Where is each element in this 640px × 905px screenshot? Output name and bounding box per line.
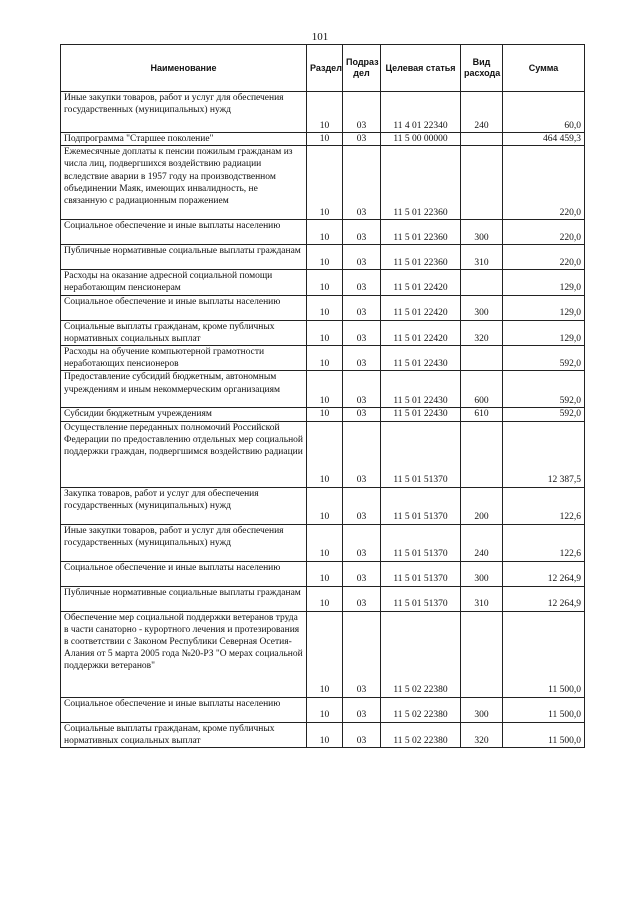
cell-celevaya: 11 5 01 22420 [381, 295, 461, 320]
cell-vid: 300 [461, 561, 503, 586]
cell-summa: 220,0 [503, 146, 585, 220]
cell-vid [461, 346, 503, 371]
page-number: 101 [311, 31, 329, 43]
table-row [61, 371, 585, 408]
cell-razdel: 10 [307, 133, 343, 146]
cell-podrazdel: 03 [343, 245, 381, 270]
cell-razdel: 10 [307, 408, 343, 421]
table-row [61, 146, 585, 220]
cell-vid: 240 [461, 524, 503, 561]
header-vid: Вид расхода [461, 45, 503, 92]
cell-vid [461, 421, 503, 487]
cell-name: Социальное обеспечение и иные выплаты населению [61, 561, 307, 586]
cell-name: Социальное обеспечение и иные выплаты населению [61, 220, 307, 245]
cell-podrazdel: 03 [343, 487, 381, 524]
cell-vid: 300 [461, 697, 503, 722]
cell-razdel: 10 [307, 421, 343, 487]
table-header-row [61, 45, 585, 92]
cell-summa: 122,6 [503, 487, 585, 524]
table-row [61, 320, 585, 345]
cell-razdel: 10 [307, 270, 343, 295]
cell-podrazdel: 03 [343, 320, 381, 345]
cell-name: Обеспечение мер социальной поддержки ветеранов труда в части санаторно - курортного лечения и протезирования в соответствии с Законом Республики Северная Осетия-Алания от 5 марта 2005 года №20-РЗ "О мерах социальной поддержки ветеранов" [61, 611, 307, 697]
cell-podrazdel: 03 [343, 524, 381, 561]
cell-name: Социальное обеспечение и иные выплаты населению [61, 295, 307, 320]
cell-podrazdel: 03 [343, 346, 381, 371]
cell-celevaya: 11 5 01 51370 [381, 421, 461, 487]
cell-podrazdel: 03 [343, 408, 381, 421]
cell-celevaya: 11 5 01 51370 [381, 586, 461, 611]
table-row [61, 346, 585, 371]
cell-razdel: 10 [307, 320, 343, 345]
cell-summa: 12 264,9 [503, 586, 585, 611]
cell-name: Иные закупки товаров, работ и услуг для обеспечения государственных (муниципальных) нужд [61, 92, 307, 133]
cell-podrazdel: 03 [343, 586, 381, 611]
table-row [61, 220, 585, 245]
cell-celevaya: 11 5 02 22380 [381, 697, 461, 722]
cell-razdel: 10 [307, 245, 343, 270]
budget-table [60, 44, 585, 748]
cell-razdel: 10 [307, 346, 343, 371]
cell-vid: 200 [461, 487, 503, 524]
cell-vid: 300 [461, 295, 503, 320]
cell-vid: 310 [461, 245, 503, 270]
cell-vid: 320 [461, 722, 503, 747]
cell-podrazdel: 03 [343, 722, 381, 747]
cell-podrazdel: 03 [343, 146, 381, 220]
cell-summa: 12 387,5 [503, 421, 585, 487]
cell-celevaya: 11 5 01 51370 [381, 524, 461, 561]
cell-summa: 60,0 [503, 92, 585, 133]
cell-vid: 300 [461, 220, 503, 245]
cell-podrazdel: 03 [343, 270, 381, 295]
cell-razdel: 10 [307, 586, 343, 611]
table-row [61, 270, 585, 295]
header-celevaya: Целевая статья [381, 45, 461, 92]
cell-podrazdel: 03 [343, 697, 381, 722]
cell-name: Иные закупки товаров, работ и услуг для обеспечения государственных (муниципальных) нужд [61, 524, 307, 561]
cell-summa: 129,0 [503, 320, 585, 345]
table-row [61, 421, 585, 487]
cell-razdel: 10 [307, 722, 343, 747]
table-row [61, 611, 585, 697]
cell-name: Расходы на оказание адресной социальной помощи неработающим пенсионерам [61, 270, 307, 295]
cell-celevaya: 11 5 01 22430 [381, 371, 461, 408]
cell-name: Предоставление субсидий бюджетным, автономным учреждениям и иным некоммерческим организациям [61, 371, 307, 408]
cell-celevaya: 11 5 01 22360 [381, 220, 461, 245]
cell-razdel: 10 [307, 524, 343, 561]
cell-celevaya: 11 5 01 22430 [381, 346, 461, 371]
cell-celevaya: 11 5 02 22380 [381, 611, 461, 697]
cell-razdel: 10 [307, 92, 343, 133]
cell-name: Подпрограмма "Старшее поколение" [61, 133, 307, 146]
cell-celevaya: 11 5 00 00000 [381, 133, 461, 146]
cell-vid [461, 611, 503, 697]
header-name: Наименование [61, 45, 307, 92]
cell-name: Социальное обеспечение и иные выплаты населению [61, 697, 307, 722]
table-row [61, 524, 585, 561]
cell-name: Субсидии бюджетным учреждениям [61, 408, 307, 421]
cell-summa: 220,0 [503, 220, 585, 245]
cell-summa: 592,0 [503, 346, 585, 371]
cell-name: Закупка товаров, работ и услуг для обеспечения государственных (муниципальных) нужд [61, 487, 307, 524]
cell-name: Расходы на обучение компьютерной грамотности неработающих пенсионеров [61, 346, 307, 371]
cell-celevaya: 11 5 01 22360 [381, 245, 461, 270]
table-row [61, 245, 585, 270]
cell-podrazdel: 03 [343, 92, 381, 133]
cell-podrazdel: 03 [343, 133, 381, 146]
cell-razdel: 10 [307, 295, 343, 320]
cell-summa: 122,6 [503, 524, 585, 561]
table-row [61, 722, 585, 747]
cell-celevaya: 11 4 01 22340 [381, 92, 461, 133]
cell-name: Социальные выплаты гражданам, кроме публичных нормативных социальных выплат [61, 722, 307, 747]
header-summa: Сумма [503, 45, 585, 92]
cell-vid [461, 146, 503, 220]
cell-name: Социальные выплаты гражданам, кроме публичных нормативных социальных выплат [61, 320, 307, 345]
cell-vid: 610 [461, 408, 503, 421]
cell-vid [461, 133, 503, 146]
table-row [61, 133, 585, 146]
cell-podrazdel: 03 [343, 561, 381, 586]
cell-celevaya: 11 5 01 51370 [381, 561, 461, 586]
table-row [61, 408, 585, 421]
cell-razdel: 10 [307, 371, 343, 408]
cell-vid: 600 [461, 371, 503, 408]
cell-summa: 11 500,0 [503, 611, 585, 697]
cell-podrazdel: 03 [343, 295, 381, 320]
cell-summa: 220,0 [503, 245, 585, 270]
cell-vid [461, 270, 503, 295]
cell-razdel: 10 [307, 487, 343, 524]
header-razdel: Раздел [307, 45, 343, 92]
cell-summa: 592,0 [503, 408, 585, 421]
cell-celevaya: 11 5 01 22360 [381, 146, 461, 220]
cell-razdel: 10 [307, 611, 343, 697]
cell-vid: 310 [461, 586, 503, 611]
cell-vid: 320 [461, 320, 503, 345]
cell-razdel: 10 [307, 697, 343, 722]
cell-razdel: 10 [307, 561, 343, 586]
cell-podrazdel: 03 [343, 220, 381, 245]
header-podrazdel: Подраз дел [343, 45, 381, 92]
cell-celevaya: 11 5 01 22420 [381, 270, 461, 295]
cell-summa: 11 500,0 [503, 697, 585, 722]
cell-summa: 12 264,9 [503, 561, 585, 586]
cell-celevaya: 11 5 01 51370 [381, 487, 461, 524]
cell-razdel: 10 [307, 146, 343, 220]
cell-podrazdel: 03 [343, 371, 381, 408]
table-body [61, 92, 585, 748]
cell-celevaya: 11 5 02 22380 [381, 722, 461, 747]
cell-summa: 11 500,0 [503, 722, 585, 747]
cell-summa: 592,0 [503, 371, 585, 408]
cell-name: Публичные нормативные социальные выплаты гражданам [61, 245, 307, 270]
table-row [61, 697, 585, 722]
cell-celevaya: 11 5 01 22430 [381, 408, 461, 421]
cell-summa: 129,0 [503, 295, 585, 320]
table-row [61, 586, 585, 611]
cell-name: Публичные нормативные социальные выплаты гражданам [61, 586, 307, 611]
table-row [61, 295, 585, 320]
cell-summa: 464 459,3 [503, 133, 585, 146]
table-row [61, 487, 585, 524]
table-row [61, 561, 585, 586]
cell-celevaya: 11 5 01 22420 [381, 320, 461, 345]
cell-name: Ежемесячные доплаты к пенсии пожилым гражданам из числа лиц, подвергшихся воздействию радиации вследствие аварии в 1957 году на производственном объединении Маяк, имеющих инвалидность, не связанную с радиационным поражением [61, 146, 307, 220]
cell-vid: 240 [461, 92, 503, 133]
table-row [61, 92, 585, 133]
cell-podrazdel: 03 [343, 611, 381, 697]
cell-razdel: 10 [307, 220, 343, 245]
cell-podrazdel: 03 [343, 421, 381, 487]
cell-name: Осуществление переданных полномочий Российской Федерации по предоставлению отдельных мер социальной поддержки граждан, подвергшимся воздействию радиации [61, 421, 307, 487]
cell-summa: 129,0 [503, 270, 585, 295]
